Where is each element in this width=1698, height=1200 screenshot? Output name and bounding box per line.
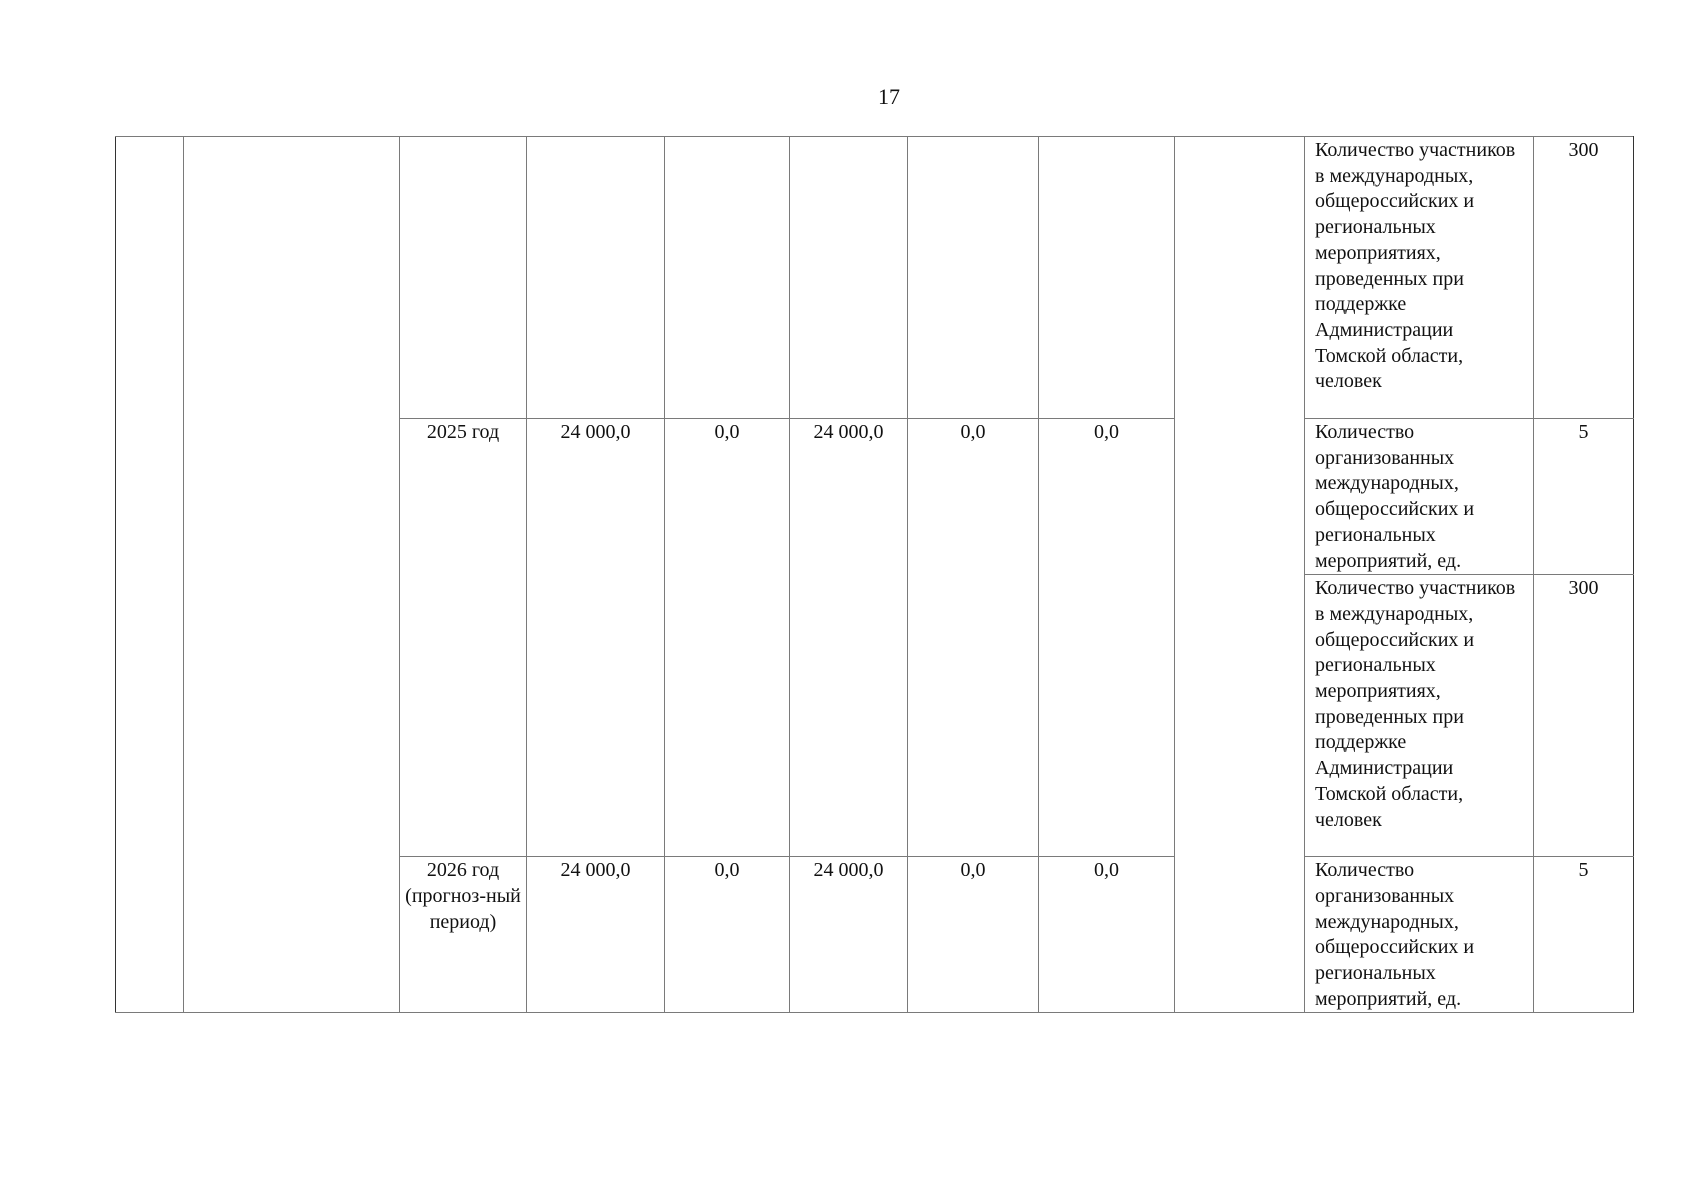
indicator-cell: Количество организованных международных, общероссийских и региональных мероприятий, ед. xyxy=(1305,419,1534,575)
period-cell xyxy=(400,137,527,419)
indicator-value-cell: 5 xyxy=(1534,419,1634,575)
regional-cell: 24 000,0 xyxy=(790,857,908,1013)
measure-name-cell xyxy=(184,137,400,1013)
regional-cell xyxy=(790,137,908,419)
page-number: 17 xyxy=(878,84,900,109)
total-cell xyxy=(527,137,665,419)
regional-cell: 24 000,0 xyxy=(790,419,908,857)
local-cell: 0,0 xyxy=(908,857,1039,1013)
row-number-cell xyxy=(116,137,184,1013)
other-cell: 0,0 xyxy=(1039,857,1175,1013)
indicator-value-cell: 300 xyxy=(1534,137,1634,419)
period-cell: 2026 год (прогноз-ный период) xyxy=(400,857,527,1013)
federal-cell: 0,0 xyxy=(665,857,790,1013)
indicator-cell: Количество организованных международных, общероссийских и региональных мероприятий, ед. xyxy=(1305,857,1534,1013)
total-cell: 24 000,0 xyxy=(527,857,665,1013)
federal-cell: 0,0 xyxy=(665,419,790,857)
indicator-value-cell: 300 xyxy=(1534,575,1634,857)
other-cell xyxy=(1039,137,1175,419)
executor-cell xyxy=(1175,137,1305,1013)
indicator-cell: Количество участников в международных, общероссийских и региональных мероприятиях, проведенных при поддержке Администрации Томской области, человек xyxy=(1305,575,1534,857)
local-cell: 0,0 xyxy=(908,419,1039,857)
indicator-cell: Количество участников в международных, общероссийских и региональных мероприятиях, проведенных при поддержке Администрации Томской области, человек xyxy=(1305,137,1534,419)
table-row xyxy=(116,137,1634,419)
federal-cell xyxy=(665,137,790,419)
indicator-value-cell: 5 xyxy=(1534,857,1634,1013)
total-cell: 24 000,0 xyxy=(527,419,665,857)
program-finance-table xyxy=(115,136,1634,1013)
local-cell xyxy=(908,137,1039,419)
period-cell: 2025 год xyxy=(400,419,527,857)
other-cell: 0,0 xyxy=(1039,419,1175,857)
